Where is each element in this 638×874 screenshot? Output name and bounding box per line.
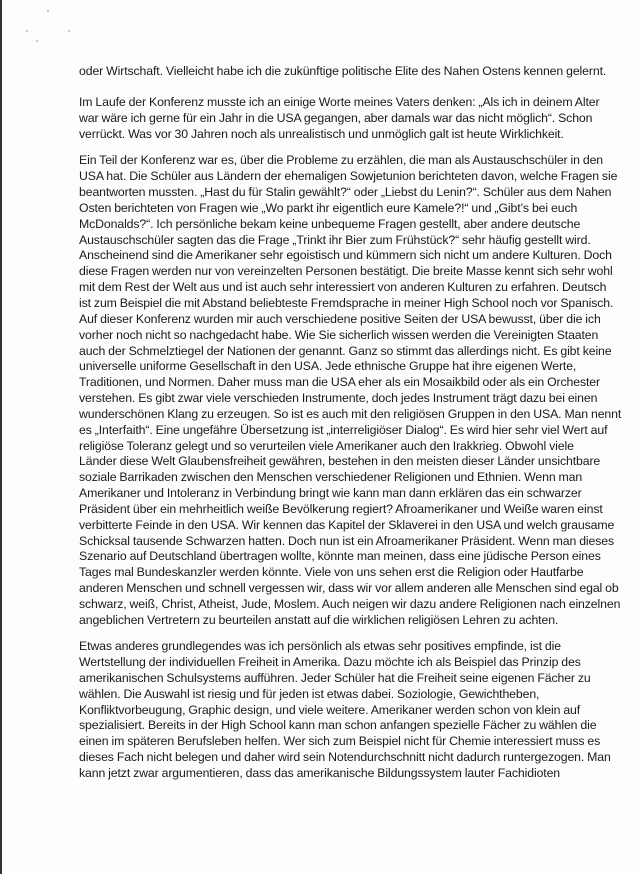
scan-speck bbox=[68, 30, 70, 32]
text-line: Anscheinend sind die Amerikaner sehr egoistisch und kümmern sich nicht um andere Kulturen. Doch bbox=[79, 248, 612, 263]
text-line: diese Fragen werden nur von vereinzelten Personen bestätigt. Die breite Masse kennt sich sehr wohl bbox=[79, 264, 613, 279]
text-line: Traditionen, und Normen. Daher muss man die USA eher als ein Mosaikbild oder als ein Orchester bbox=[79, 375, 600, 390]
text-line: oder Wirtschaft. Vielleicht habe ich die zukünftige politische Elite des Nahen Ostens kennen gelernt. bbox=[79, 64, 607, 78]
text-line: kann jetzt zwar argumentieren, dass das amerikanische Bildungssystem lauter Fachidioten bbox=[79, 765, 561, 780]
text-line: Länder diese Welt Glaubensfreiheit gewähren, bestehen in den meisten dieser Länder unsichtbare bbox=[79, 454, 601, 469]
text-line: USA hat. Die Schüler aus Ländern der ehemaligen Sowjetunion berichteten davon, welche Fragen sie bbox=[79, 169, 618, 184]
paragraph bbox=[79, 95, 599, 143]
text-line: wählen. Die Auswahl ist riesig und für jeden ist etwas dabei. Soziologie, Gewichtheben, bbox=[79, 686, 540, 701]
text-line: vorher noch nicht so nachgedacht habe. Wie Sie sicherlich wissen werden die Vereinigten Staaten bbox=[79, 327, 599, 342]
text-line: dieses Fach nicht belegen und daher wird sein Notendurchschnitt nicht dadurch runtergezogen. Man bbox=[79, 750, 611, 765]
text-line: einen im späteren Berufsleben helfen. Wer sich zum Beispiel nicht für Chemie interessiert muss es bbox=[79, 734, 601, 749]
text-line: spezialisiert. Bereits in der High School kann man schon anfangen spezielle Fächer zu wählen die bbox=[79, 718, 597, 733]
text-line: Etwas anderes grundlegendes was ich persönlich als etwas sehr positives empfinde, ist die bbox=[79, 639, 561, 654]
text-line: war wäre ich gerne für ein Jahr in die USA gegangen, aber damals war das nicht möglich“. Schon bbox=[79, 111, 593, 126]
text-line: auch der Schmelztiegel der Nationen der genannt. Ganz so stimmt das allerdings nicht. Es gibt keine bbox=[79, 343, 612, 358]
text-line: Schicksal tausende Schwarzen hatten. Doch nun ist ein Afroamerikaner Präsident. Wenn man dieses bbox=[79, 533, 615, 548]
text-line: Ein Teil der Konferenz war es, über die Probleme zu erzählen, die man als Austauschschüler in den bbox=[79, 153, 604, 168]
text-line: Amerikaner und Intoleranz in Verbindung bringt wie kann man dann erklären das ein schwarzer bbox=[79, 486, 582, 501]
text-line: universelle uniforme Gesellschaft in den USA. Jede ethnische Gruppe hat ihre eigenen Werte, bbox=[79, 359, 577, 374]
text-line: ist zum Beispiel die mit Abstand beliebteste Fremdsprache in meiner High School noch vor Spanisch. bbox=[79, 295, 614, 310]
text-line: verrückt. Was vor 30 Jahren noch als unrealistisch und unmöglich galt ist heute Wirklichkeit. bbox=[79, 127, 564, 142]
text-line: beantworten mussten. „Hast du für Stalin gewählt?“ oder „Liebst du Lenin?“. Schüler aus dem Nahen bbox=[79, 185, 612, 200]
scan-speck bbox=[47, 10, 49, 12]
text-line: Im Laufe der Konferenz musste ich an einige Worte meines Vaters denken: „Als ich in deinem Alter bbox=[79, 95, 600, 110]
text-line: soziale Barrikaden zwischen den Menschen verschiedener Religionen und Ethnien. Wenn man bbox=[79, 470, 583, 485]
text-line: verbitterte Feinde in den USA. Wir kennen das Kapitel der Sklaverei in den USA und welch grausame bbox=[79, 517, 615, 532]
text-line: angeblichen Vertretern zu beurteilen anstatt auf die wirklichen religiösen Lehren zu achten. bbox=[79, 612, 559, 627]
text-line: mit dem Rest der Welt aus und ist auch sehr interessiert von anderen Kulturen zu erfahren. Deutsch bbox=[79, 280, 607, 295]
paragraph bbox=[79, 153, 622, 628]
scan-speck bbox=[36, 40, 38, 42]
text-line: Auf dieser Konferenz wurden mir auch verschiedene positive Seiten der USA bewusst, über die ich bbox=[79, 311, 601, 326]
text-line: es „Interfaith“. Eine ungefähre Übersetzung ist „interreligiöser Dialog“. Es wird hier sehr viel Wert auf bbox=[79, 422, 608, 437]
scan-speck bbox=[26, 30, 28, 32]
text-line: verstehen. Es gibt zwar viele verschieden Instrumente, doch jedes Instrument trägt dazu bei einen bbox=[79, 391, 598, 406]
paragraph bbox=[79, 64, 607, 80]
text-line: Konfliktvorbeugung, Graphic design, und viele weitere. Amerikaner werden schon von klein auf bbox=[79, 702, 581, 717]
text-line: religiöse Toleranz gelegt und so verurteilen viele Amerikaner auch den Irakkrieg. Obwohl viele bbox=[79, 438, 574, 453]
paragraph bbox=[79, 639, 611, 782]
text-line: Tages mal Bundeskanzler werden könnte. Viele von uns sehen erst die Religion oder Hautfarbe bbox=[79, 565, 584, 580]
text-line: Szenario auf Deutschland übertragen wollte, könnte man meinen, dass eine jüdische Person eines bbox=[79, 549, 601, 564]
text-line: wunderschönen Klang zu erzeugen. So ist es auch mit den religiösen Gruppen in den USA. Man nennt bbox=[79, 406, 622, 421]
text-line: Präsident über ein mehrheitlich weiße Bevölkerung regiert? Afroamerikaner und Weiße waren einst bbox=[79, 501, 603, 516]
text-line: Austauschschüler sagten das die Frage „Trinkt ihr Bier zum Frühstück?“ sehr häufig gestellt wird. bbox=[79, 232, 591, 247]
text-line: Wertstellung der individuellen Freiheit in Amerika. Dazu möchte ich als Beispiel das Prinzip des bbox=[79, 655, 581, 670]
text-line: Osten berichteten von Fragen wie „Wo parkt ihr eigentlich eure Kamele?!“ und „Gibt’s bei euch bbox=[79, 200, 578, 215]
text-line: anderen Menschen und schnell vergessen wir, dass wir vor allem anderen alle Menschen sind egal ob bbox=[79, 581, 619, 596]
text-line: McDonalds?“. Ich persönliche bekam keine unbequeme Fragen gestellt, aber andere deutsche bbox=[79, 216, 581, 231]
text-line: amerikanischen Schulsystems aufführen. Jeder Schüler hat die Freiheit seine eigenen Fächer zu bbox=[79, 670, 591, 685]
document-body bbox=[79, 64, 622, 792]
text-line: schwarz, weiß, Christ, Atheist, Jude, Moslem. Auch neigen wir dazu andere Religionen nach einzelnen bbox=[79, 597, 621, 611]
